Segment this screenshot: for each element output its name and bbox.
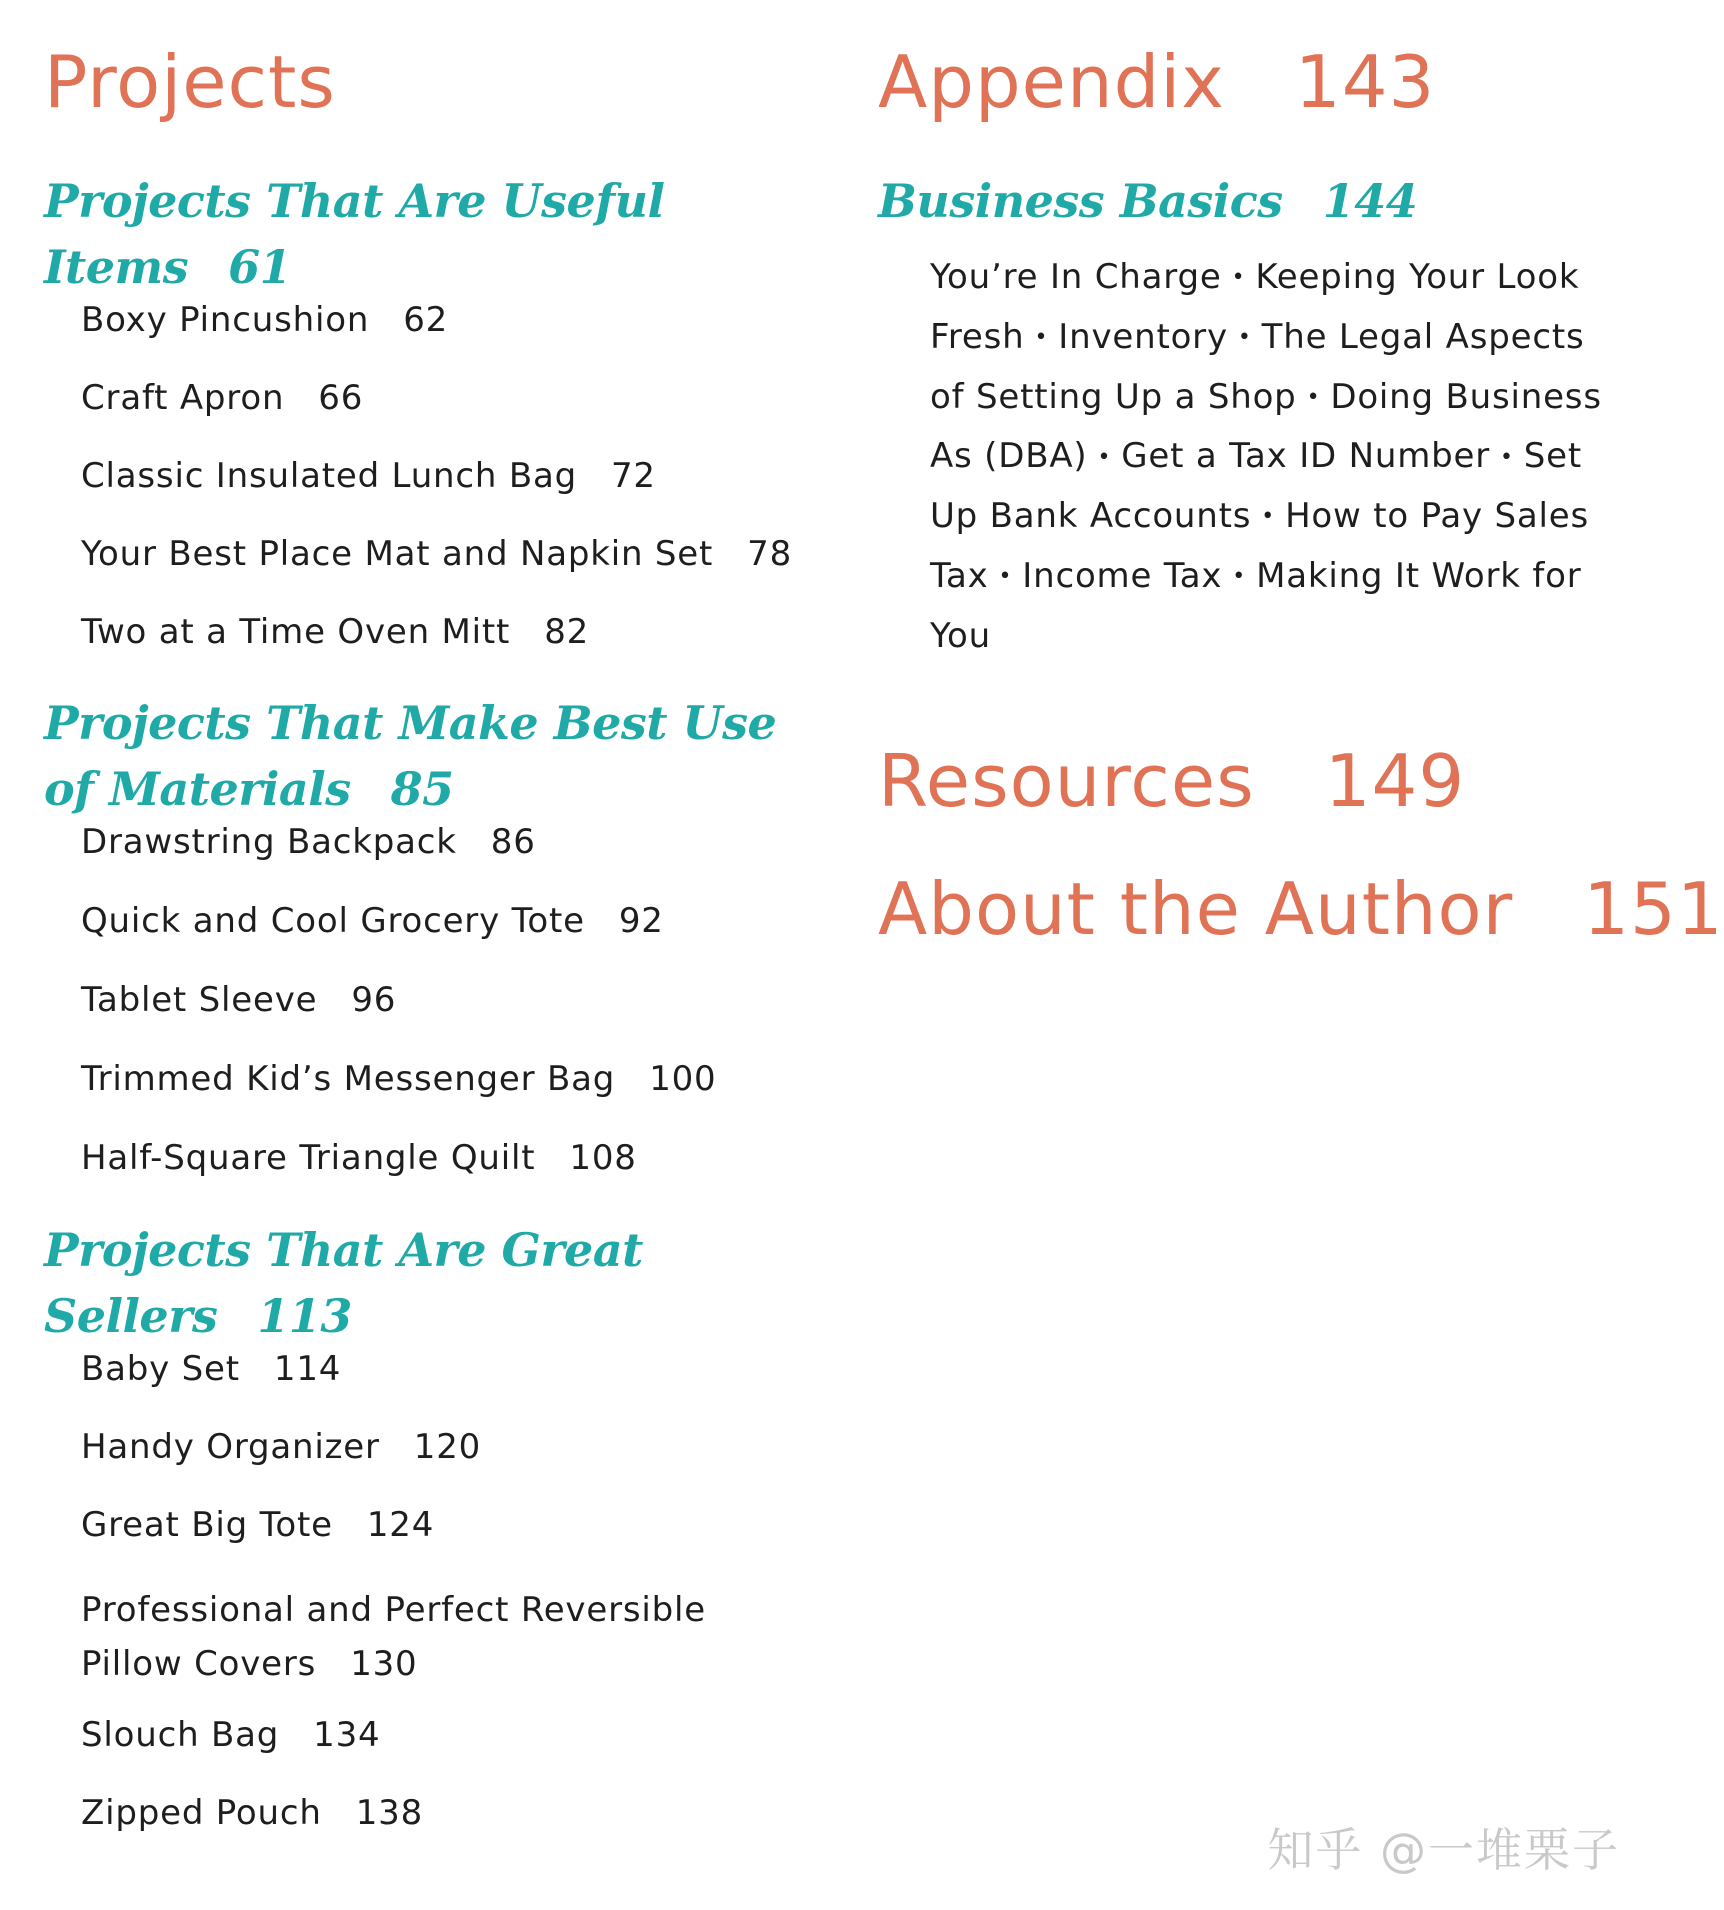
section-heading[interactable] bbox=[878, 168, 1638, 234]
right-column bbox=[878, 40, 1724, 951]
toc-entry[interactable] bbox=[81, 1715, 824, 1755]
appendix-page: 143 bbox=[1294, 40, 1436, 124]
entry-title: Drawstring Backpack bbox=[81, 822, 457, 862]
section-title: Projects That Are Useful Items bbox=[44, 174, 665, 294]
entry-page: 138 bbox=[355, 1793, 423, 1833]
toc-list bbox=[44, 300, 824, 652]
about-author-page: 151 bbox=[1583, 867, 1724, 951]
bullet-separator: • bbox=[1231, 265, 1246, 291]
section-heading[interactable] bbox=[44, 1217, 824, 1349]
appendix-title: Appendix bbox=[878, 40, 1225, 124]
entry-page: 72 bbox=[611, 456, 656, 496]
section-title: Business Basics bbox=[878, 174, 1283, 228]
entry-title: Classic Insulated Lunch Bag bbox=[81, 456, 577, 496]
bullet-separator: • bbox=[1232, 564, 1247, 589]
entry-page: 114 bbox=[273, 1349, 342, 1389]
bullet-separator: • bbox=[1261, 504, 1276, 530]
entry-title: Your Best Place Mat and Napkin Set bbox=[81, 534, 714, 574]
section-best-use-of-materials bbox=[44, 690, 824, 1178]
resources-heading[interactable] bbox=[878, 739, 1638, 823]
bullet-separator: • bbox=[1237, 325, 1252, 350]
bullet-separator: • bbox=[998, 564, 1013, 589]
bullet-separator: • bbox=[1034, 325, 1049, 350]
section-title-line1: Projects That Make Best Use bbox=[44, 696, 777, 750]
entry-page: 96 bbox=[351, 980, 397, 1020]
topic: Inventory bbox=[1058, 316, 1228, 357]
toc-entry[interactable] bbox=[81, 378, 824, 418]
entry-page: 78 bbox=[747, 534, 793, 574]
section-page: 144 bbox=[1322, 174, 1418, 228]
toc-entry[interactable] bbox=[81, 1349, 824, 1389]
watermark: 知乎 @一堆栗子 bbox=[1267, 1823, 1620, 1877]
entry-title: Slouch Bag bbox=[81, 1715, 280, 1755]
toc-entry[interactable] bbox=[81, 980, 824, 1020]
entry-page: 130 bbox=[350, 1644, 418, 1684]
topic: Doing Business As (DBA) bbox=[930, 376, 1602, 477]
toc-list bbox=[44, 822, 824, 1178]
entry-title-line1: Professional and Perfect Reversible bbox=[81, 1590, 706, 1630]
entry-title: Handy Organizer bbox=[81, 1427, 380, 1467]
toc-entry[interactable] bbox=[81, 1138, 824, 1178]
toc-entry[interactable] bbox=[81, 1505, 824, 1545]
bullet-separator: • bbox=[1097, 444, 1112, 470]
entry-page: 92 bbox=[618, 901, 664, 941]
section-heading[interactable] bbox=[44, 168, 824, 300]
left-column bbox=[44, 40, 824, 1871]
toc-entry[interactable] bbox=[81, 901, 824, 941]
resources-title: Resources bbox=[878, 739, 1255, 823]
entry-page: 134 bbox=[313, 1715, 381, 1755]
toc-entry[interactable] bbox=[81, 456, 824, 496]
entry-title: Trimmed Kid’s Messenger Bag bbox=[81, 1059, 616, 1099]
entry-title: Zipped Pouch bbox=[81, 1793, 322, 1833]
section-heading[interactable] bbox=[44, 690, 824, 822]
section-page: 113 bbox=[257, 1289, 352, 1343]
entry-page: 124 bbox=[366, 1505, 435, 1545]
section-great-sellers bbox=[44, 1217, 824, 1833]
topic: Keeping Your Look Fresh bbox=[930, 257, 1580, 357]
toc-entry[interactable] bbox=[81, 612, 824, 652]
projects-heading bbox=[44, 40, 824, 124]
entry-title: Boxy Pincushion bbox=[81, 300, 370, 340]
topic: Get a Tax ID Number bbox=[1121, 436, 1491, 477]
toc-entry[interactable] bbox=[81, 1059, 824, 1099]
topic: Set Up Bank Accounts bbox=[930, 436, 1583, 536]
entry-title: Craft Apron bbox=[81, 378, 285, 418]
bullet-separator: • bbox=[1500, 444, 1514, 470]
entry-title-line2: Pillow Covers bbox=[81, 1644, 317, 1684]
entry-page: 62 bbox=[403, 300, 449, 340]
entry-page: 66 bbox=[318, 378, 364, 418]
entry-title: Baby Set bbox=[81, 1349, 240, 1389]
entry-title: Half-Square Triangle Quilt bbox=[81, 1138, 536, 1178]
section-page: 85 bbox=[390, 762, 454, 816]
bullet-separator: • bbox=[1306, 384, 1321, 410]
section-title: Projects That Are Great Sellers bbox=[44, 1223, 643, 1343]
entry-page: 86 bbox=[490, 822, 536, 862]
toc-entry[interactable] bbox=[81, 1793, 824, 1833]
entry-page: 100 bbox=[649, 1059, 717, 1099]
entry-title: Great Big Tote bbox=[81, 1505, 333, 1545]
section-page: 61 bbox=[228, 240, 292, 294]
topic: How to Pay Sales Tax bbox=[930, 496, 1590, 596]
section-business-basics bbox=[878, 168, 1638, 665]
entry-title: Two at a Time Oven Mitt bbox=[81, 612, 511, 652]
about-author-title: About the Author bbox=[878, 867, 1514, 951]
entry-title: Quick and Cool Grocery Tote bbox=[81, 901, 585, 941]
entry-page: 120 bbox=[413, 1427, 482, 1467]
toc-entry[interactable] bbox=[81, 822, 824, 862]
topic: Income Tax bbox=[1022, 555, 1223, 596]
toc-entry[interactable] bbox=[81, 534, 824, 574]
projects-title: Projects bbox=[44, 40, 336, 124]
toc-entry[interactable] bbox=[81, 1583, 824, 1691]
topic: You’re In Charge bbox=[930, 257, 1222, 297]
entry-page: 82 bbox=[544, 612, 590, 652]
toc-entry[interactable] bbox=[81, 1427, 824, 1467]
entry-page: 108 bbox=[569, 1138, 637, 1178]
section-title-line2: of Materials bbox=[44, 762, 351, 816]
appendix-heading[interactable] bbox=[878, 40, 1638, 124]
topic: Making It Work for You bbox=[930, 555, 1582, 656]
toc-list bbox=[44, 1349, 824, 1833]
topic: The Legal Aspects of Setting Up a Shop bbox=[930, 316, 1585, 417]
business-basics-topics bbox=[930, 248, 1610, 665]
resources-page: 149 bbox=[1324, 739, 1466, 823]
toc-entry[interactable] bbox=[81, 300, 824, 340]
entry-title: Tablet Sleeve bbox=[81, 980, 318, 1020]
section-useful-items bbox=[44, 168, 824, 652]
about-author-heading[interactable] bbox=[878, 867, 1724, 951]
